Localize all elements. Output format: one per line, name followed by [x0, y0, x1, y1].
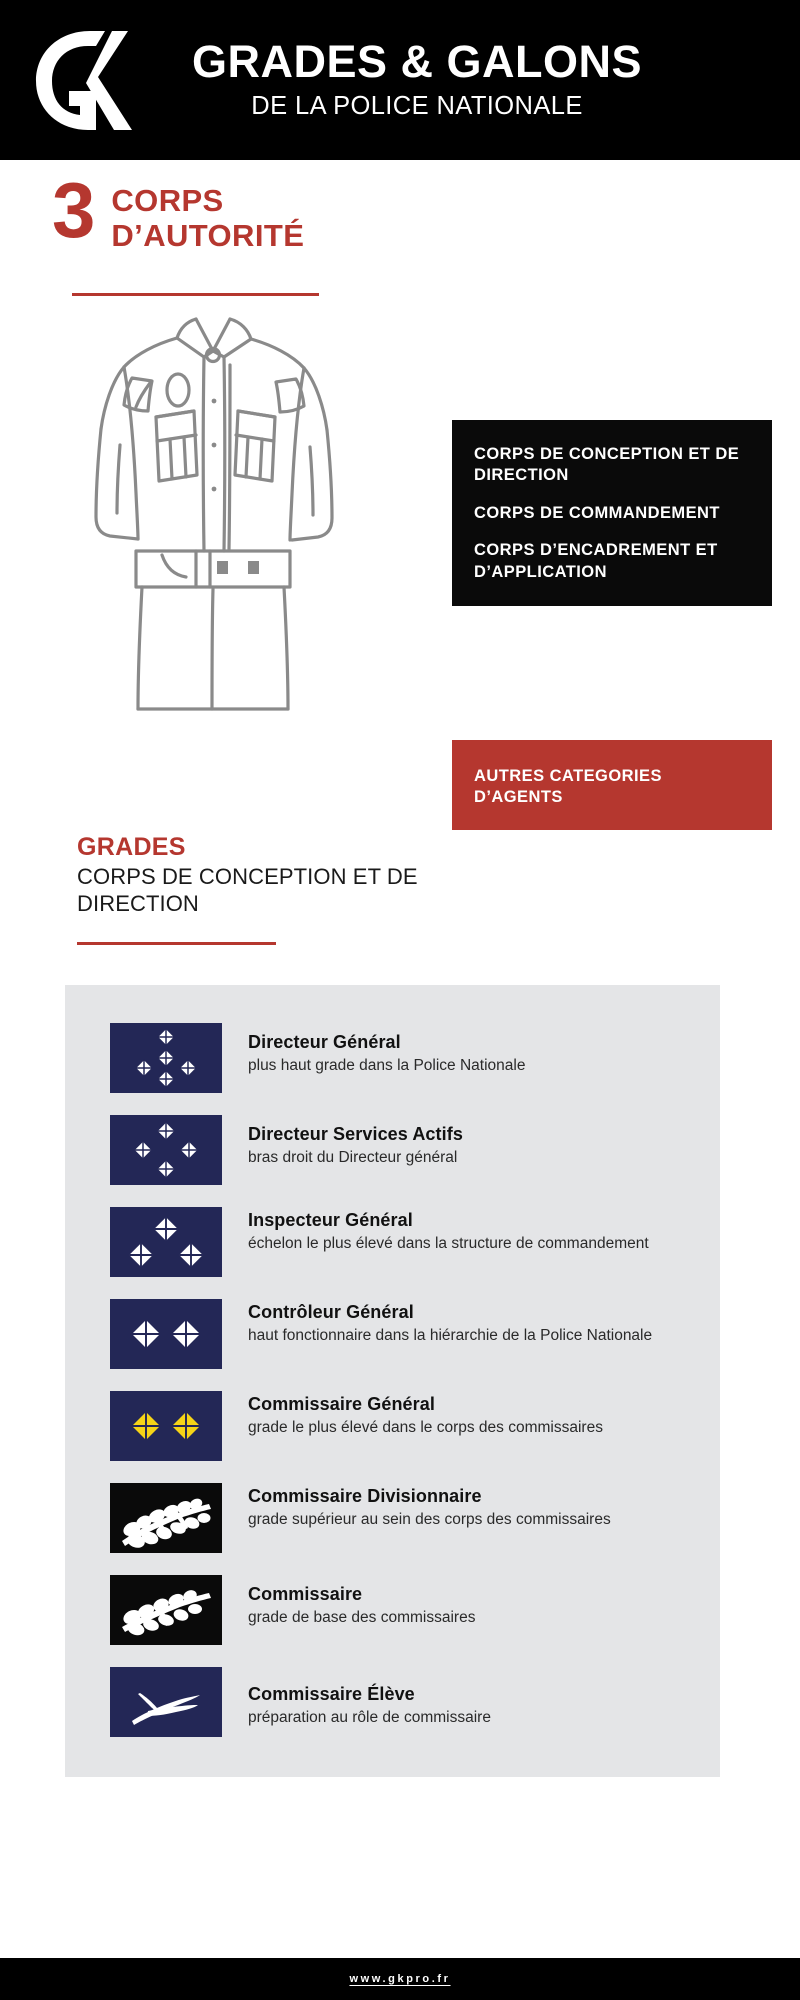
stars-diamond-4-icon: [110, 1115, 222, 1185]
rank-row: [65, 1391, 720, 1461]
corps-heading-line2: D’AUTORITÉ: [111, 218, 305, 254]
insignia-commissaire-general: [110, 1391, 222, 1461]
rank-name: Commissaire Élève: [248, 1684, 415, 1704]
page-subtitle: DE LA POLICE NATIONALE: [251, 91, 583, 120]
rank-row: [65, 1023, 720, 1093]
police-uniform-illustration: [78, 305, 348, 725]
uniform-icon: [78, 305, 348, 725]
rank-description: préparation au rôle de commissaire: [248, 1708, 491, 1726]
rank-row: [65, 1207, 720, 1277]
gk-logo-icon: [28, 25, 178, 135]
rank-text: [248, 1207, 649, 1254]
rank-name: Commissaire Général: [248, 1394, 435, 1414]
grades-subtitle: CORPS DE CONCEPTION ET DE DIRECTION: [77, 864, 418, 916]
website-link[interactable]: www.gkpro.fr: [349, 1973, 451, 1985]
corps-item-0: CORPS DE CONCEPTION ET DE DIRECTION: [474, 445, 740, 485]
rank-row: [65, 1483, 720, 1553]
rank-text: [248, 1667, 491, 1728]
corps-heading: [52, 166, 305, 254]
rank-row: [65, 1299, 720, 1369]
rank-name: Inspecteur Général: [248, 1210, 413, 1230]
insignia-controleur-general: [110, 1299, 222, 1369]
grades-title: GRADES: [77, 833, 186, 861]
rank-text: [248, 1115, 463, 1168]
rank-row: [65, 1667, 720, 1737]
rank-name: Directeur Services Actifs: [248, 1124, 463, 1144]
rank-description: bras droit du Directeur général: [248, 1148, 458, 1166]
insignia-commissaire-divisionnaire: [110, 1483, 222, 1553]
page-header: [0, 0, 800, 160]
laurel-sprig-icon: [110, 1667, 222, 1737]
rank-description: grade de base des commissaires: [248, 1608, 476, 1626]
corps-list-box: [452, 420, 772, 606]
rank-description: grade supérieur au sein des corps des commissaires: [248, 1510, 611, 1528]
rank-name: Contrôleur Général: [248, 1302, 414, 1322]
stars-diamond-5-icon: [110, 1023, 222, 1093]
page-title: GRADES & GALONS: [192, 35, 643, 87]
corps-heading-line1: CORPS: [111, 183, 224, 218]
header-title-group: [192, 35, 643, 121]
insignia-directeur-general: [110, 1023, 222, 1093]
rank-description: plus haut grade dans la Police Nationale: [248, 1056, 526, 1074]
stars-diamond-2-white-icon: [110, 1299, 222, 1369]
rank-name: Directeur Général: [248, 1032, 401, 1052]
grades-underline: [77, 942, 276, 945]
stars-diamond-3-icon: [110, 1207, 222, 1277]
rank-name: Commissaire Divisionnaire: [248, 1486, 482, 1506]
rank-text: [248, 1023, 525, 1076]
page-footer: [0, 1958, 800, 2000]
corps-item-2: CORPS D’ENCADREMENT ET D’APPLICATION: [474, 541, 718, 581]
other-categories-item-0: AUTRES CATEGORIES D’AGENTS: [474, 767, 662, 807]
rank-text: [248, 1299, 652, 1346]
insignia-directeur-services-actifs: [110, 1115, 222, 1185]
rank-description: grade le plus élevé dans le corps des commissaires: [248, 1418, 603, 1436]
corps-heading-underline: [72, 293, 319, 296]
stars-diamond-2-gold-icon: [110, 1391, 222, 1461]
oak-branch-single-icon: [110, 1575, 222, 1645]
rank-text: [248, 1391, 603, 1438]
oak-branch-double-icon: [110, 1483, 222, 1553]
corps-authority-section: [0, 160, 800, 807]
rank-description: haut fonctionnaire dans la hiérarchie de la Police Nationale: [248, 1326, 653, 1344]
rank-name: Commissaire: [248, 1584, 363, 1604]
rank-text: [248, 1483, 611, 1530]
corps-count: 3: [52, 166, 96, 254]
insignia-inspecteur-general: [110, 1207, 222, 1277]
insignia-commissaire: [110, 1575, 222, 1645]
corps-heading-text: [111, 175, 304, 253]
corps-item-1: CORPS DE COMMANDEMENT: [474, 503, 720, 522]
ranks-panel: [65, 985, 720, 1777]
rank-row: [65, 1115, 720, 1185]
rank-description: échelon le plus élevé dans la structure de commandement: [248, 1234, 649, 1252]
rank-text: [248, 1575, 475, 1628]
other-categories-box: [452, 740, 772, 830]
insignia-commissaire-eleve: [110, 1667, 222, 1737]
rank-row: [65, 1575, 720, 1645]
